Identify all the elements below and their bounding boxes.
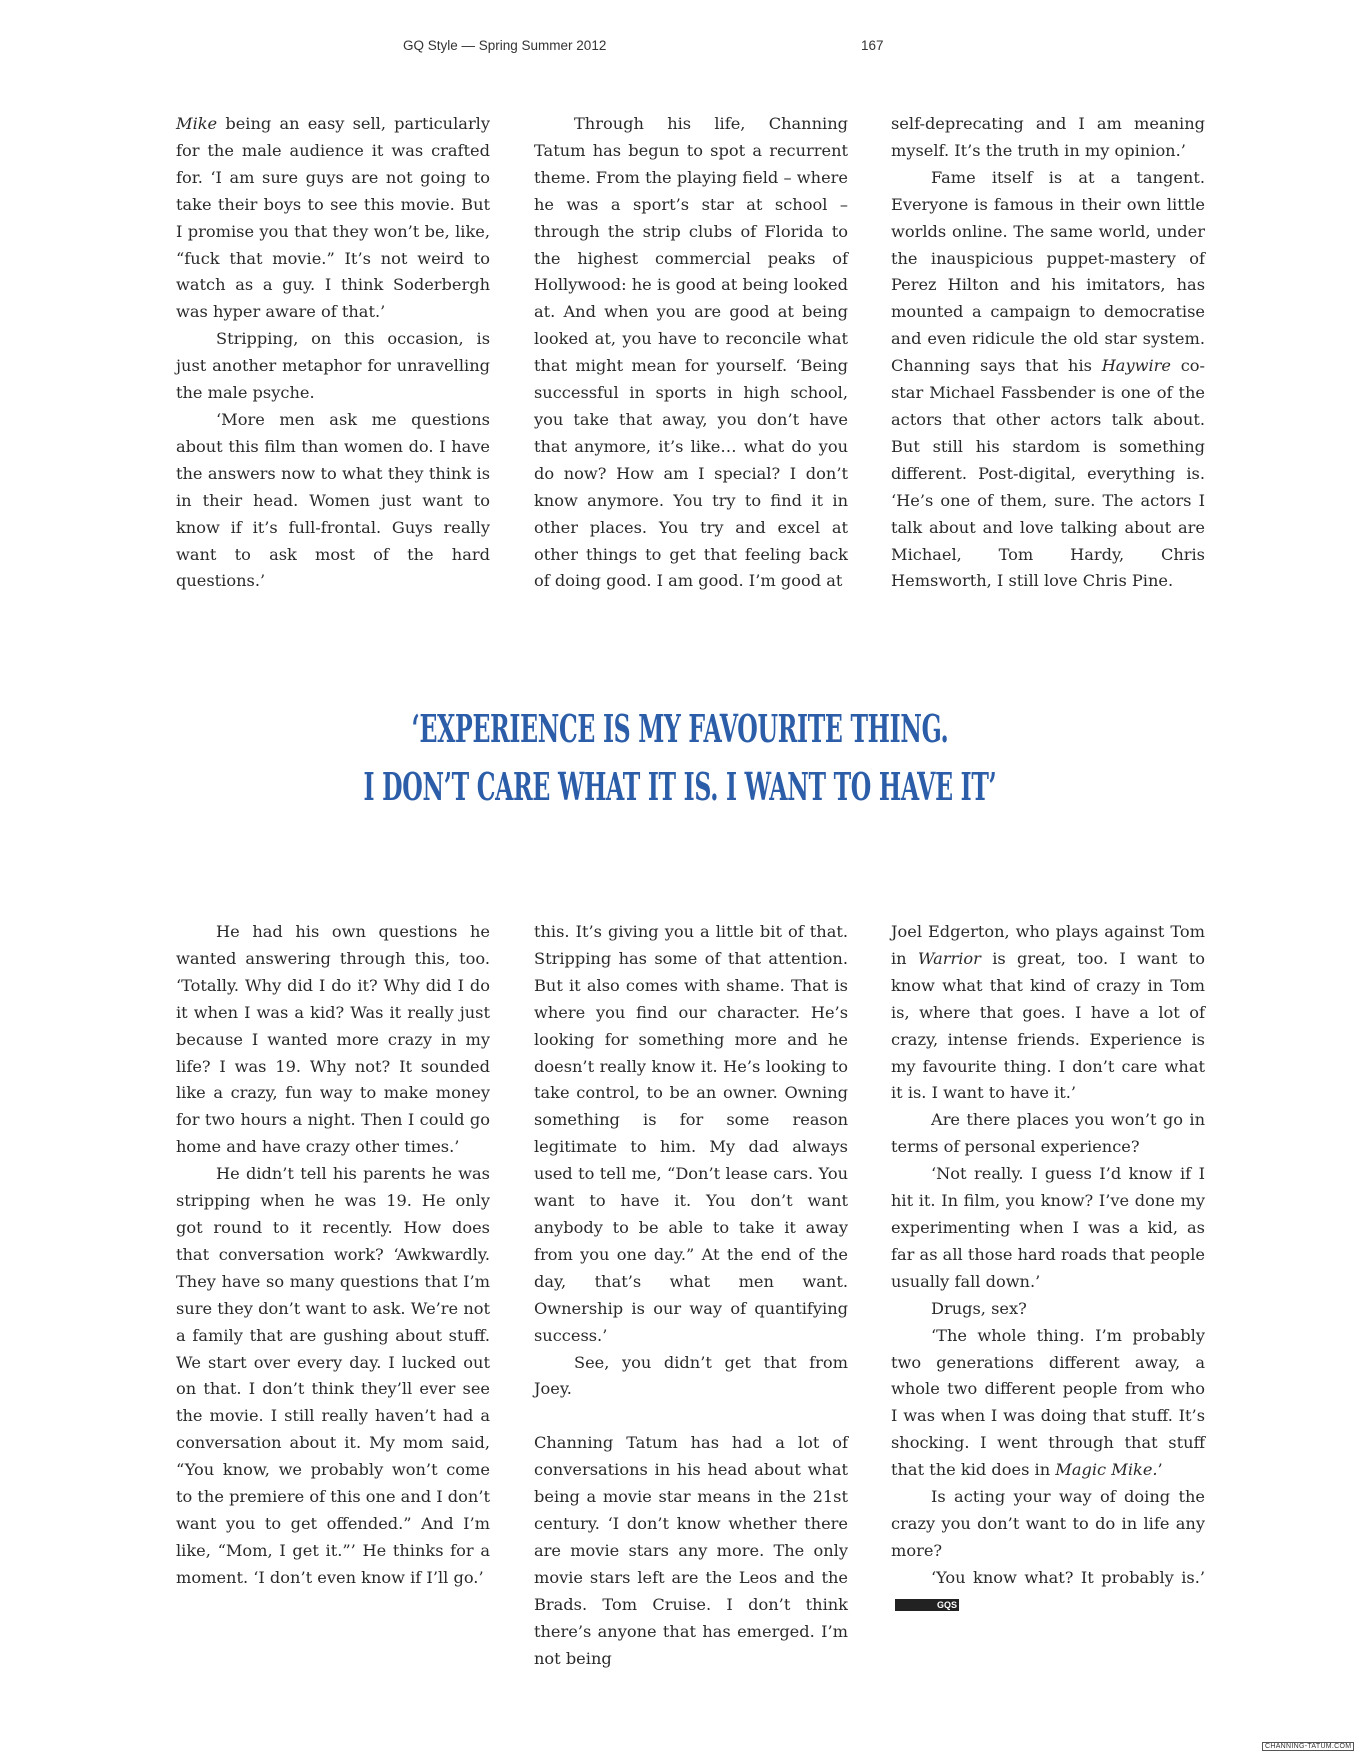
paragraph-text: co-star Michael Fassbender is one of the actors that other actors talk about. But still his stardom is something different. Post-digital, everything is. ‘He’s one of them, sure. The actors I talk about and love talking about are Michael, Tom Hardy, Chris Hemsworth, I still love Chris Pine. <box>891 356 1205 591</box>
pull-quote-line-1: ‘EXPERIENCE IS MY FAVOURITE THING. <box>411 706 949 751</box>
paragraph <box>891 165 1205 596</box>
paragraph-text: ‘The whole thing. I’m probably two generations different away, a whole two different people from who I was when I was doing that stuff. It’s shocking. I went through that stuff that the kid does in <box>891 1325 1205 1480</box>
page-number: 167 <box>861 38 884 53</box>
paragraph: ‘More men ask me questions about this film than women do. I have the answers now to what they think is in their head. Women just want to know if it’s full-frontal. Guys really want to ask most of the hard questions.’ <box>176 409 490 591</box>
paragraph: Stripping, on this occasion, is just another metaphor for unravelling the male psyche. <box>176 329 490 403</box>
bottom-column-2 <box>534 919 848 1672</box>
paragraph <box>891 919 1205 1107</box>
pull-quote-line-2: I DON’T CARE WHAT IT IS. I WANT TO HAVE IT’ <box>363 764 997 809</box>
paragraph <box>891 1565 1205 1619</box>
italic-title: Magic Mike. <box>1055 1460 1158 1480</box>
pull-quote <box>351 700 1008 816</box>
paragraph <box>891 1323 1205 1484</box>
paragraph <box>176 111 490 326</box>
italic-title: Mike <box>176 114 218 133</box>
top-column-1 <box>176 111 490 595</box>
bottom-column-1 <box>176 919 490 1592</box>
top-column-3 <box>891 111 1205 595</box>
paragraph: Are there places you won’t go in terms of personal experience? <box>891 1110 1205 1157</box>
paragraph-text: being an easy sell, particularly for the male audience it was crafted for. ‘I am sure guys are not going to take their boys to see this movie. But I promise you that they won’t be, like, “fuck that movie.” It’s not weird to watch as a guy. I think Soderbergh was hyper aware of that.’ <box>176 114 490 322</box>
paragraph: self-deprecating and I am meaning myself. It’s the truth in my opinion.’ <box>891 114 1205 160</box>
publication-header: GQ Style — Spring Summer 2012 <box>403 38 607 53</box>
paragraph-text: Joel Edgerton, who plays against Tom in <box>891 922 1205 968</box>
paragraph: Through his life, Channing Tatum has begun to spot a recurrent theme. From the playing field – where he was a sport’s star at school – through the strip clubs of Florida to the highest commercial peaks of Hollywood: he is good at being looked at. And when you are good at being looked at, you have to reconcile what that might mean for yourself. ‘Being successful in sports in high school, you take that away, you don’t have that anymore, it’s like… what do you do now? How am I special? I don’t know anymore. You try to find it in other places. You try and excel at other things to get that feeling back of doing good. I am good. I’m good at <box>534 114 848 591</box>
paragraph-text: ’ <box>1157 1460 1163 1480</box>
top-column-2 <box>534 111 848 595</box>
paragraph-text: Fame itself is at a tangent. Everyone is famous in their own little worlds online. The same world, under the inauspicious puppet-mastery of Perez Hilton and his imitators, has mounted a campaign to democratise and even ridicule the old star system. Channing says that his <box>891 167 1205 376</box>
paragraph-text: ‘You know what? It probably is.’ <box>931 1567 1205 1587</box>
italic-title: Haywire <box>1101 356 1171 376</box>
paragraph: Drugs, sex? <box>931 1298 1027 1318</box>
paragraph: Channing Tatum has had a lot of conversations in his head about what being a movie star means in the 21st century. ‘I don’t know whether there are movie stars any more. The only movie stars left are the Leos and the Brads. Tom Cruise. I don’t think there’s anyone that has emerged. I’m not being <box>534 1433 848 1668</box>
watermark: CHANNING-TATUM.COM <box>1262 1742 1354 1751</box>
italic-title: Warrior <box>917 948 981 968</box>
paragraph: He didn’t tell his parents he was stripping when he was 19. He only got round to it recently. How does that conversation work? ‘Awkwardly. They have so many questions that I’m sure they don’t want to ask. We’re not a family that are gushing about stuff. We start over every day. I lucked out on that. I don’t think they’ll ever see the movie. I still really haven’t had a conversation about it. My mom said, “You know, we probably won’t come to the premiere of this one and I don’t want you to get offended.” And I’m like, “Mom, I get it.”’ He thinks for a moment. ‘I don’t even know if I’ll go.’ <box>176 1164 490 1587</box>
paragraph: See, you didn’t get that from Joey. <box>534 1352 848 1399</box>
paragraph-text: is great, too. I want to know what that kind of crazy in Tom is, where that goes. I have a lot of crazy, intense friends. Experience is my favourite thing. I don’t care what it is. I want to have it.’ <box>891 948 1206 1103</box>
end-mark-logo: GQS <box>895 1599 959 1611</box>
paragraph: ‘Not really. I guess I’d know if I hit it. In film, you know? I’ve done my experimenting when I was a kid, as far as all those hard roads that people usually fall down.’ <box>891 1164 1205 1291</box>
paragraph: Is acting your way of doing the crazy you don’t want to do in life any more? <box>891 1487 1205 1560</box>
bottom-column-3 <box>891 919 1205 1619</box>
paragraph: He had his own questions he wanted answering through this, too. ‘Totally. Why did I do it? Why did I do it when I was a kid? Was it really just because I wanted more crazy in my life? I was 19. Why not? It sounded like a crazy, fun way to make money for two hours a night. Then I could go home and have crazy other times.’ <box>176 922 490 1157</box>
paragraph: this. It’s giving you a little bit of that. Stripping has some of that attention. But it also comes with shame. That is where you find our character. He’s looking for something more and he doesn’t really know it. He’s looking to take control, to be an owner. Owning something is for some reason legitimate to him. My dad always used to tell me, “Don’t lease cars. You want to have it. You don’t want anybody to be able to take it away from you one day.” At the end of the day, that’s what men want. Ownership is our way of quantifying success.’ <box>534 922 848 1345</box>
